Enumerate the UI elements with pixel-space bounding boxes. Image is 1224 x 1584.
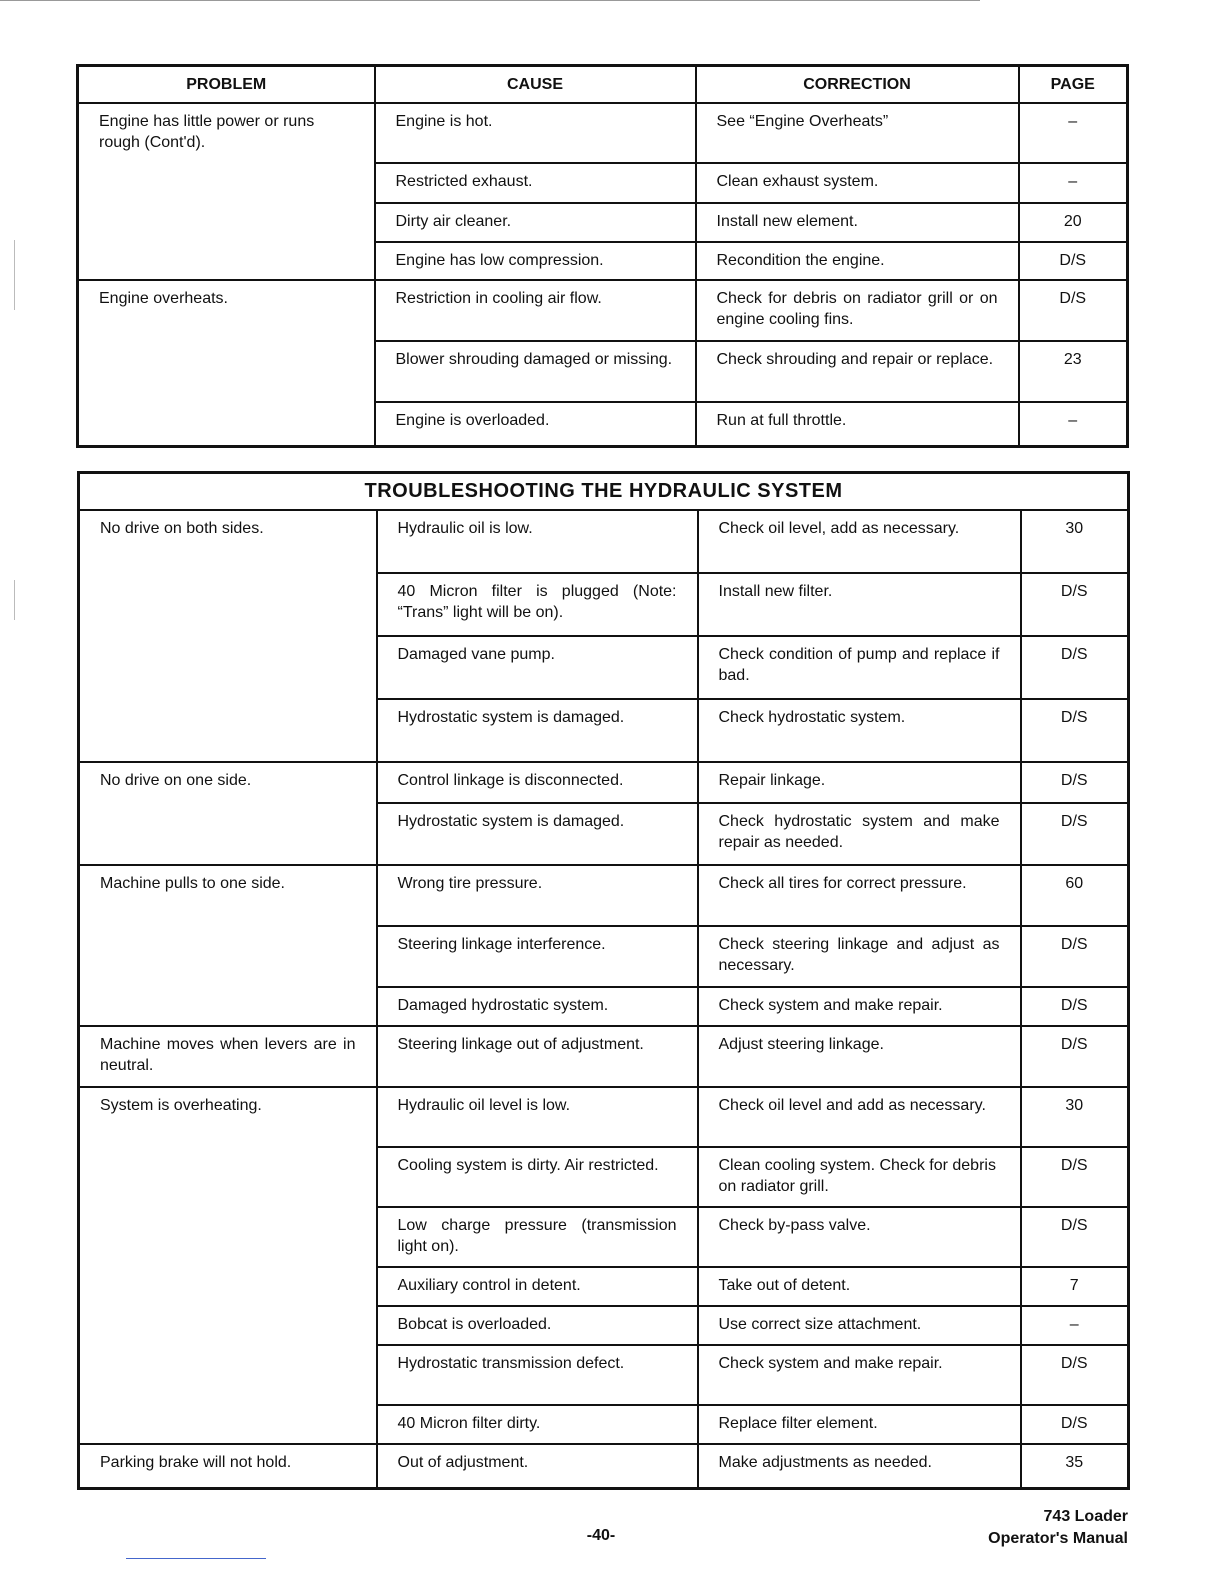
cause-cell: Hydrostatic system is damaged. xyxy=(377,803,698,865)
problem-cell: Parking brake will not hold. xyxy=(79,1444,377,1488)
cause-cell: Damaged hydrostatic system. xyxy=(377,987,698,1026)
engine-troubleshooting-table xyxy=(76,64,1129,448)
table-row xyxy=(79,510,1129,573)
table-row xyxy=(79,1026,1129,1087)
correction-cell: Use correct size attachment. xyxy=(698,1306,1021,1345)
correction-cell: Check oil level and add as necessary. xyxy=(698,1087,1021,1147)
table-header-row xyxy=(78,66,1128,104)
correction-cell: Check condition of pump and replace if bad. xyxy=(698,636,1021,699)
cause-cell: Engine is overloaded. xyxy=(375,402,696,446)
table-row xyxy=(79,865,1129,926)
correction-cell: Install new element. xyxy=(696,203,1019,242)
correction-cell: Take out of detent. xyxy=(698,1267,1021,1306)
correction-cell: Clean cooling system. Check for debris on radiator grill. xyxy=(698,1147,1021,1207)
correction-cell: Replace filter element. xyxy=(698,1405,1021,1444)
manual-name: Operator's Manual xyxy=(988,1530,1128,1547)
cause-cell: Restricted exhaust. xyxy=(375,163,696,203)
column-header-problem: PROBLEM xyxy=(78,66,375,104)
cause-cell: Cooling system is dirty. Air restricted. xyxy=(377,1147,698,1207)
page-cell: 35 xyxy=(1021,1444,1129,1488)
correction-cell: Recondition the engine. xyxy=(696,242,1019,280)
cause-cell: Hydrostatic transmission defect. xyxy=(377,1345,698,1405)
table-row xyxy=(79,1087,1129,1147)
cause-cell: 40 Micron filter is plugged (Note: “Trans” light will be on). xyxy=(377,573,698,636)
section-title-row xyxy=(79,473,1129,511)
correction-cell: Clean exhaust system. xyxy=(696,163,1019,203)
problem-cell: No drive on one side. xyxy=(79,762,377,865)
cause-cell: Auxiliary control in detent. xyxy=(377,1267,698,1306)
page-cell: D/S xyxy=(1021,926,1129,987)
cause-cell: Engine is hot. xyxy=(375,103,696,163)
correction-cell: Check hydrostatic system. xyxy=(698,699,1021,762)
page-cell: 20 xyxy=(1019,203,1128,242)
page-cell: D/S xyxy=(1021,1207,1129,1267)
page-cell: D/S xyxy=(1021,1026,1129,1087)
page-cell: D/S xyxy=(1021,1405,1129,1444)
cause-cell: Steering linkage out of adjustment. xyxy=(377,1026,698,1087)
page-cell: 30 xyxy=(1021,510,1129,573)
cause-cell: Restriction in cooling air flow. xyxy=(375,280,696,341)
problem-cell: Engine has little power or runs rough (Cont'd). xyxy=(78,103,375,280)
column-header-page: PAGE xyxy=(1019,66,1128,104)
scan-mark xyxy=(14,240,15,310)
problem-cell: System is overheating. xyxy=(79,1087,377,1444)
correction-cell: See “Engine Overheats” xyxy=(696,103,1019,163)
page-cell: 23 xyxy=(1019,341,1128,402)
cause-cell: Low charge pressure (transmission light on). xyxy=(377,1207,698,1267)
problem-cell: Machine pulls to one side. xyxy=(79,865,377,1026)
page-cell: D/S xyxy=(1021,803,1129,865)
correction-cell: Check all tires for correct pressure. xyxy=(698,865,1021,926)
correction-cell: Check oil level, add as necessary. xyxy=(698,510,1021,573)
correction-cell: Adjust steering linkage. xyxy=(698,1026,1021,1087)
column-header-correction: CORRECTION xyxy=(696,66,1019,104)
problem-cell: Machine moves when levers are in neutral. xyxy=(79,1026,377,1087)
column-header-cause: CAUSE xyxy=(375,66,696,104)
page-cell: D/S xyxy=(1021,573,1129,636)
punch-hole-icon xyxy=(1150,1360,1194,1404)
cause-cell: Bobcat is overloaded. xyxy=(377,1306,698,1345)
correction-cell: Check shrouding and repair or replace. xyxy=(696,341,1019,402)
problem-cell: Engine overheats. xyxy=(78,280,375,446)
correction-cell: Check hydrostatic system and make repair as needed. xyxy=(698,803,1021,865)
page-cell: – xyxy=(1021,1306,1129,1345)
table-row xyxy=(78,103,1128,163)
problem-cell: No drive on both sides. xyxy=(79,510,377,762)
cause-cell: Dirty air cleaner. xyxy=(375,203,696,242)
punch-hole-icon xyxy=(1150,142,1194,186)
punch-hole-icon xyxy=(1150,757,1194,801)
cause-cell: 40 Micron filter dirty. xyxy=(377,1405,698,1444)
page-cell: 60 xyxy=(1021,865,1129,926)
table-row xyxy=(78,280,1128,341)
cause-cell: Control linkage is disconnected. xyxy=(377,762,698,803)
page-number: -40- xyxy=(586,1527,616,1544)
section-title: TROUBLESHOOTING THE HYDRAULIC SYSTEM xyxy=(79,473,1129,511)
cause-cell: Hydrostatic system is damaged. xyxy=(377,699,698,762)
cause-cell: Damaged vane pump. xyxy=(377,636,698,699)
correction-cell: Run at full throttle. xyxy=(696,402,1019,446)
page-cell: – xyxy=(1019,103,1128,163)
page-cell: D/S xyxy=(1021,1345,1129,1405)
page-cell: – xyxy=(1019,402,1128,446)
correction-cell: Check system and make repair. xyxy=(698,1345,1021,1405)
page-cell: D/S xyxy=(1021,699,1129,762)
top-rule xyxy=(0,0,980,1)
cause-cell: Hydraulic oil level is low. xyxy=(377,1087,698,1147)
correction-cell: Check for debris on radiator grill or on engine cooling fins. xyxy=(696,280,1019,341)
cause-cell: Wrong tire pressure. xyxy=(377,865,698,926)
table-row xyxy=(79,762,1129,803)
page-cell: 30 xyxy=(1021,1087,1129,1147)
page-cell: D/S xyxy=(1019,242,1128,280)
page-cell: D/S xyxy=(1021,987,1129,1026)
correction-cell: Make adjustments as needed. xyxy=(698,1444,1021,1488)
footer-rule xyxy=(126,1558,266,1559)
correction-cell: Check system and make repair. xyxy=(698,987,1021,1026)
table-row xyxy=(79,1444,1129,1488)
correction-cell: Install new filter. xyxy=(698,573,1021,636)
page-cell: – xyxy=(1019,163,1128,203)
correction-cell: Check by-pass valve. xyxy=(698,1207,1021,1267)
scan-mark xyxy=(14,580,15,620)
page-cell: D/S xyxy=(1019,280,1128,341)
cause-cell: Hydraulic oil is low. xyxy=(377,510,698,573)
page-cell: 7 xyxy=(1021,1267,1129,1306)
correction-cell: Check steering linkage and adjust as necessary. xyxy=(698,926,1021,987)
hydraulic-troubleshooting-table xyxy=(77,471,1130,1490)
manual-title xyxy=(988,1506,1128,1550)
model-name: 743 Loader xyxy=(1043,1508,1128,1525)
cause-cell: Out of adjustment. xyxy=(377,1444,698,1488)
page-cell: D/S xyxy=(1021,1147,1129,1207)
cause-cell: Engine has low compression. xyxy=(375,242,696,280)
page-cell: D/S xyxy=(1021,636,1129,699)
cause-cell: Blower shrouding damaged or missing. xyxy=(375,341,696,402)
correction-cell: Repair linkage. xyxy=(698,762,1021,803)
cause-cell: Steering linkage interference. xyxy=(377,926,698,987)
page-cell: D/S xyxy=(1021,762,1129,803)
